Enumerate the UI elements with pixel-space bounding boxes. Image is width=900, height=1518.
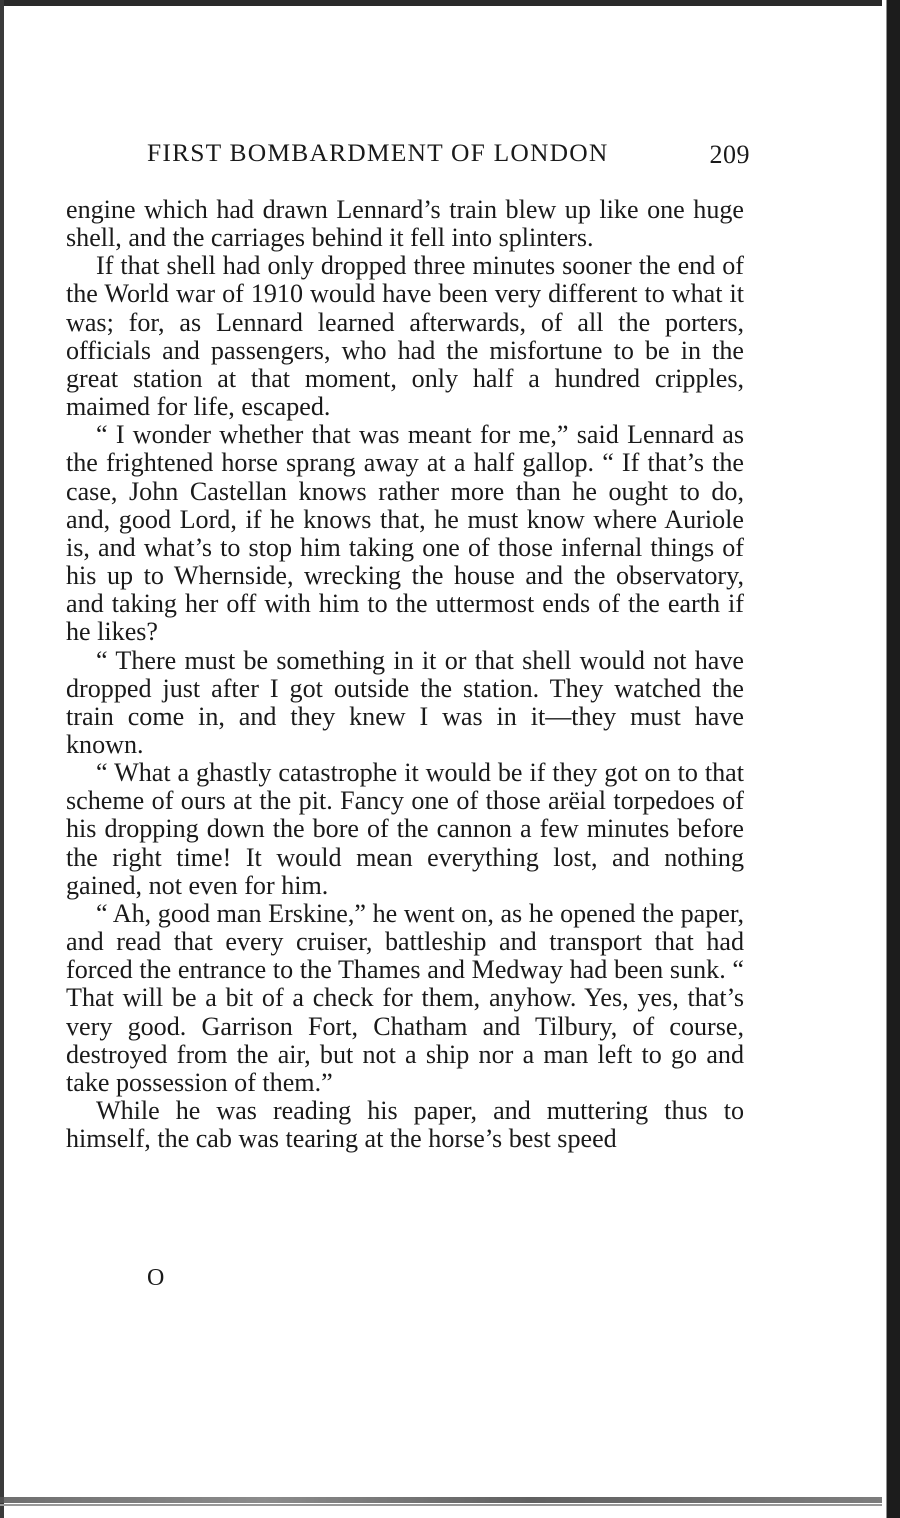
body-text	[66, 196, 744, 1153]
scan-edge-bottom-line	[0, 1504, 882, 1506]
running-head	[66, 138, 750, 174]
page-number: 209	[709, 140, 750, 169]
scan-edge-left	[0, 0, 4, 1518]
paragraph: “ I wonder whether that was meant for me,” said Lennard as the frightened horse sprang away at a half gallop. “ If that’s the case, John Castellan knows rather more than he ought to do, and, good Lord, if he knows that, he must know where Auriole is, and what’s to stop him taking one of those infernal things of his up to Whernside, wrecking the house and the observatory, and taking her off with him to the uttermost ends of the earth if he likes?	[66, 420, 744, 647]
paragraph: “ There must be something in it or that shell would not have dropped just after I got outside the station. They watched the train come in, and they knew I was in it—they must have known.	[66, 645, 744, 759]
paragraph: If that shell had only dropped three minutes sooner the end of the World war of 1910 would have been very different to what it was; for, as Lennard learned afterwards, of all the porters, officials and passengers, who had the misfortune to be in the great station at that moment, only half a hundred cripples, maimed for life, escaped.	[66, 251, 744, 422]
paragraph: “ Ah, good man Erskine,” he went on, as he opened the paper, and read that every cruiser, battleship and transport that had forced the entrance to the Thames and Medway had been sunk. “ That will be a bit of a check for them, anyhow. Yes, yes, that’s very good. Garrison Fort, Chatham and Tilbury, of course, destroyed from the air, but not a ship nor a man left to go and take possession of them.”	[66, 898, 744, 1097]
scan-edge-bottom	[0, 1497, 882, 1503]
scan-edge-right	[882, 0, 900, 1518]
paragraph: “ What a ghastly catastrophe it would be if they got on to that scheme of ours at the pit. Fancy one of those arëial torpedoes of his dropping down the bore of the cannon a few minutes before the right time! It would mean everything lost, and nothing gained, not even for him.	[66, 758, 744, 900]
running-head-title: FIRST BOMBARDMENT OF LONDON	[147, 138, 609, 167]
paragraph: While he was reading his paper, and muttering thus to himself, the cab was tearing at the horse’s best speed	[66, 1096, 744, 1154]
book-page	[66, 138, 750, 1154]
paragraph: engine which had drawn Lennard’s train blew up like one huge shell, and the carriages behind it fell into splinters.	[66, 195, 744, 253]
signature-mark: O	[147, 1265, 166, 1291]
scan-edge-top	[0, 0, 900, 6]
